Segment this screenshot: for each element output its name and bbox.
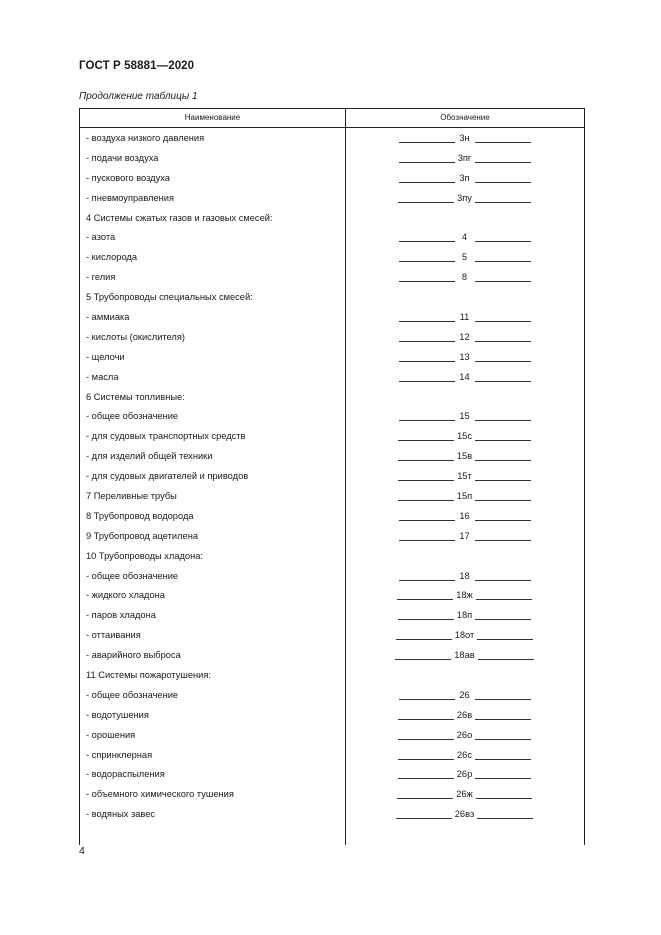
underline-left [398, 479, 454, 481]
row-name: 8 Трубопровод водорода [86, 510, 194, 521]
row-code-text: 3пг [457, 152, 472, 163]
row-name: - для изделий общей техники [86, 451, 213, 462]
underline-left [398, 201, 454, 203]
underline-left [399, 181, 455, 183]
row-code [345, 132, 584, 144]
underline-right [475, 380, 531, 382]
table-row [80, 804, 584, 824]
row-code [345, 331, 584, 343]
underline-right [475, 758, 531, 760]
table-row [80, 387, 584, 407]
underline-left [398, 718, 454, 720]
underline-left [399, 280, 455, 282]
underline-right [475, 579, 531, 581]
row-name: - подачи воздуха [86, 152, 159, 163]
row-code-text: 26ж [456, 789, 473, 800]
row-name: - для судовых двигателей и приводов [86, 471, 249, 482]
underline-right [475, 618, 531, 620]
designation-table [79, 108, 585, 845]
row-name: - кислоты (окислителя) [86, 331, 185, 342]
row-code [345, 251, 584, 263]
underline-right [475, 340, 531, 342]
row-code [345, 709, 584, 721]
table-row [80, 307, 584, 327]
row-name: - кислорода [86, 252, 138, 263]
row-code [345, 231, 584, 243]
row-name: - щелочи [86, 351, 125, 362]
underline-right [475, 439, 531, 441]
underline-left [398, 738, 454, 740]
row-code-text: 15 [459, 411, 470, 422]
table-row [80, 426, 584, 446]
row-code-text: 26р [456, 769, 473, 780]
underline-left [395, 658, 451, 660]
underline-right [478, 658, 534, 660]
row-code [345, 311, 584, 323]
row-code-text: 18 [459, 570, 470, 581]
row-name: 5 Трубопроводы специальных смесей: [86, 292, 253, 303]
underline-left [399, 141, 455, 143]
row-code [345, 490, 584, 502]
row-name: - пускового воздуха [86, 172, 170, 183]
row-code [345, 470, 584, 482]
row-code-text: 18п [456, 610, 473, 621]
row-name: - объемного химического тушения [86, 789, 234, 800]
underline-left [399, 240, 455, 242]
table-row [80, 486, 584, 506]
underline-left [397, 797, 453, 799]
row-name: - масла [86, 371, 119, 382]
underline-right [475, 360, 531, 362]
table-row [80, 466, 584, 486]
table-row [80, 605, 584, 625]
underline-right [475, 459, 531, 461]
table-row [80, 267, 584, 287]
row-name: 10 Трубопроводы хладона: [86, 550, 203, 561]
table-row [80, 247, 584, 267]
row-name: 11 Системы пожаротушения: [86, 669, 211, 680]
table-row [80, 526, 584, 546]
row-code-text: 26о [456, 729, 473, 740]
underline-left [399, 360, 455, 362]
row-code-text: 15с [457, 431, 472, 442]
table-row [80, 347, 584, 367]
underline-left [397, 598, 453, 600]
row-code [345, 450, 584, 462]
underline-right [475, 718, 531, 720]
table-row [80, 367, 584, 387]
row-code [345, 410, 584, 422]
underline-left [399, 519, 455, 521]
table-row [80, 128, 584, 148]
row-code [345, 530, 584, 542]
row-code-text: 26 [459, 689, 470, 700]
row-code-text: 26вз [454, 809, 475, 820]
row-name: - водораспыления [86, 769, 165, 780]
row-name: - паров хладона [86, 610, 156, 621]
underline-left [399, 320, 455, 322]
underline-left [399, 260, 455, 262]
table-caption: Продолжение таблицы 1 [79, 91, 198, 102]
underline-right [475, 519, 531, 521]
row-code-text: 11 [459, 311, 470, 322]
underline-left [396, 817, 452, 819]
table-row [80, 208, 584, 228]
table-row [80, 685, 584, 705]
row-code [345, 430, 584, 442]
row-name: 4 Системы сжатых газов и газовых смесей: [86, 212, 273, 223]
underline-right [475, 479, 531, 481]
row-code [345, 788, 584, 800]
table-row [80, 227, 584, 247]
underline-right [475, 201, 531, 203]
row-code-text: 18ав [454, 650, 475, 661]
row-name: - общее обозначение [86, 570, 179, 581]
row-code-text: 4 [461, 232, 468, 243]
underline-right [475, 161, 531, 163]
row-name: - оттаивания [86, 630, 141, 641]
row-code-text: 15т [457, 471, 472, 482]
underline-left [399, 419, 455, 421]
row-name: - пневмоуправления [86, 192, 175, 203]
row-code [345, 808, 584, 820]
row-code-text: 12 [459, 331, 470, 342]
row-code-text: 26в [456, 709, 473, 720]
table-row [80, 784, 584, 804]
row-name: 6 Системы топливные: [86, 391, 185, 402]
table-row [80, 188, 584, 208]
underline-right [475, 260, 531, 262]
table-row [80, 287, 584, 307]
row-name: - гелия [86, 272, 116, 283]
table-row [80, 406, 584, 426]
row-code-text: 16 [459, 510, 470, 521]
row-code [345, 609, 584, 621]
row-code [345, 649, 584, 661]
row-name: - водяных завес [86, 809, 156, 820]
underline-right [475, 698, 531, 700]
table-row [80, 148, 584, 168]
row-code-text: 15п [456, 490, 473, 501]
underline-left [398, 758, 454, 760]
row-code-text: 5 [461, 252, 468, 263]
row-code [345, 768, 584, 780]
underline-right [477, 817, 533, 819]
row-code-text: 13 [459, 351, 470, 362]
row-name: 9 Трубопровод ацетилена [86, 530, 199, 541]
row-name: - аварийного выброса [86, 650, 181, 661]
row-name: - общее обозначение [86, 689, 179, 700]
row-code-text: 14 [459, 371, 470, 382]
row-name: - для судовых транспортных средств [86, 431, 246, 442]
table-row [80, 506, 584, 526]
row-code [345, 589, 584, 601]
row-code-text: 18от [454, 630, 475, 641]
row-name: - аммиака [86, 311, 130, 322]
row-name: - воздуха низкого давления [86, 132, 205, 143]
row-code-text: 15в [456, 451, 473, 462]
row-code [345, 371, 584, 383]
underline-right [475, 141, 531, 143]
table-row [80, 168, 584, 188]
underline-right [475, 499, 531, 501]
row-code [345, 570, 584, 582]
underline-left [398, 618, 454, 620]
table-row [80, 725, 584, 745]
row-code-text: 26с [457, 749, 472, 760]
underline-left [399, 161, 455, 163]
table-row [80, 546, 584, 566]
underline-right [475, 738, 531, 740]
table-row [80, 327, 584, 347]
table-row [80, 585, 584, 605]
underline-right [475, 280, 531, 282]
row-name: - азота [86, 232, 116, 243]
underline-right [475, 320, 531, 322]
row-code [345, 749, 584, 761]
row-code [345, 510, 584, 522]
underline-left [398, 459, 454, 461]
underline-right [477, 638, 533, 640]
underline-right [475, 539, 531, 541]
row-code [345, 729, 584, 741]
row-name: - общее обозначение [86, 411, 179, 422]
underline-right [475, 777, 531, 779]
row-code [345, 192, 584, 204]
column-header-code: Обозначение [440, 113, 490, 122]
row-code [345, 152, 584, 164]
row-code-text: 17 [459, 530, 470, 541]
table-body [80, 128, 584, 845]
row-name: - орошения [86, 729, 136, 740]
underline-left [399, 579, 455, 581]
column-header-name: Наименование [80, 109, 346, 127]
row-code [345, 629, 584, 641]
underline-right [475, 240, 531, 242]
underline-left [398, 499, 454, 501]
table-header [80, 109, 584, 128]
table-row [80, 665, 584, 685]
table-row [80, 566, 584, 586]
underline-right [476, 598, 532, 600]
document-code: ГОСТ Р 58881—2020 [79, 60, 195, 72]
row-name: - жидкого хладона [86, 590, 165, 601]
row-name: - водотушения [86, 709, 149, 720]
row-name: 7 Переливные трубы [86, 490, 177, 501]
page-number: 4 [79, 845, 85, 857]
row-code [345, 271, 584, 283]
row-code [345, 172, 584, 184]
underline-left [399, 539, 455, 541]
table-row [80, 625, 584, 645]
table-row [80, 705, 584, 725]
underline-left [396, 638, 452, 640]
row-code-text: 3н [459, 132, 470, 143]
underline-left [398, 777, 454, 779]
underline-left [398, 439, 454, 441]
row-code-text: 8 [461, 272, 468, 283]
table-row [80, 765, 584, 785]
row-code [345, 351, 584, 363]
underline-right [475, 181, 531, 183]
table-row [80, 745, 584, 765]
table-row [80, 446, 584, 466]
underline-left [399, 340, 455, 342]
row-code [345, 689, 584, 701]
underline-left [399, 698, 455, 700]
underline-left [399, 380, 455, 382]
row-code-text: 3пу [457, 192, 472, 203]
row-name: - спринклерная [86, 749, 153, 760]
underline-right [475, 419, 531, 421]
underline-right [476, 797, 532, 799]
row-code-text: 18ж [456, 590, 473, 601]
table-row [80, 645, 584, 665]
row-code-text: 3п [459, 172, 470, 183]
